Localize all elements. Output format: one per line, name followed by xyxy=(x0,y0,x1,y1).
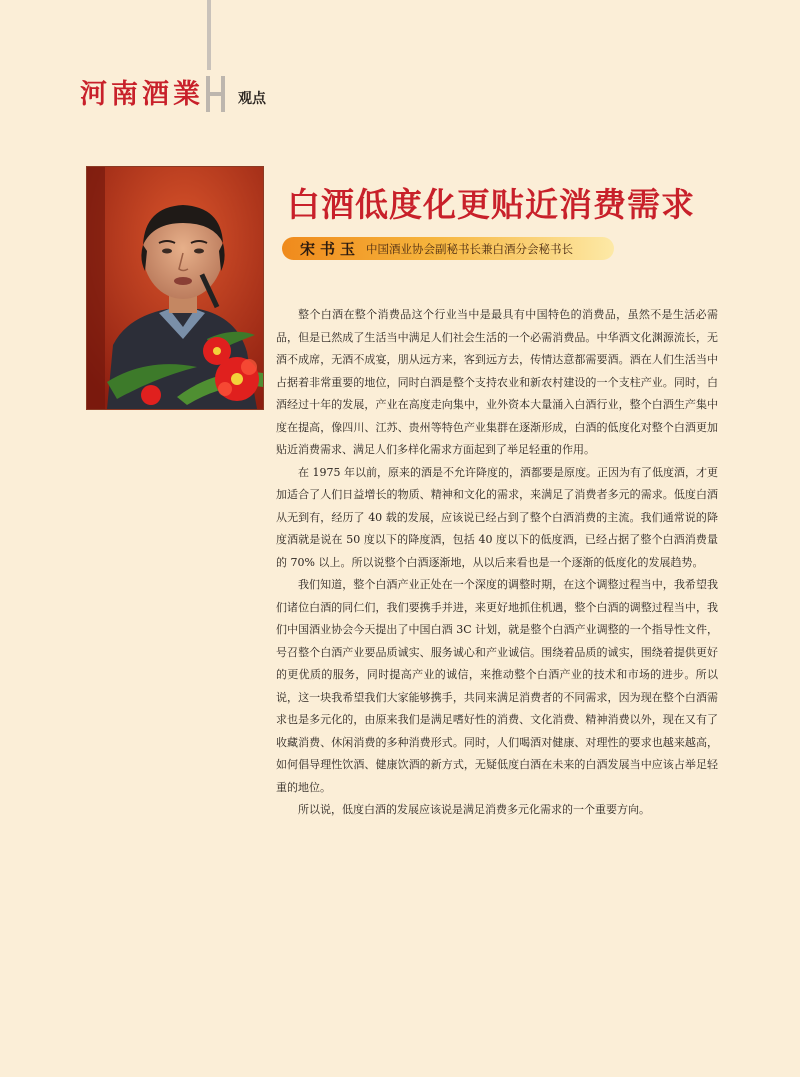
author-portrait-image xyxy=(87,167,263,409)
paragraph: 我们知道，整个白酒产业正处在一个深度的调整时期，在这个调整过程当中，我希望我们诸位白酒的同仁们，我们要携手并进，来更好地抓住机遇，整个白酒的调整过程当中，我们中国酒业协会今天提出了中国白酒 3C 计划，就是整个白酒产业调整的一个指导性文件，号召整个白酒产业要品质诚实、服务诚心和产业诚信。围绕着品质的诚实，围绕着提供更好的更优质的服务，同时提高产业的诚信，来推动整个白酒产业的技术和市场的进步。所以说，这一块我希望我们大家能够携手，共同来满足消费者的不同需求，因为现在整个白酒需求也是多元化的，由原来我们是满足嗜好性的消费、文化消费、精神消费以外，现在又有了收藏消费、休闲消费的多种消费形式。同时，人们喝酒对健康、对理性的要求也越来越高，如何倡导理性饮酒、健康饮酒的新方式，无疑低度白酒在未来的白酒发展当中应该占举足轻重的地位。 xyxy=(276,578,718,794)
paragraph: 整个白酒在整个消费品这个行业当中是最具有中国特色的消费品，虽然不是生活必需品，但是已然成了生活当中满足人们社会生活的一个必需消费品。中华酒文化渊源流长，无酒不成席，无酒不成宴，朋从远方来，客到远方去，传情达意都需要酒。酒在人们生活当中占据着非常重要的地位，同时白酒是整个支持农业和新农村建设的一个支柱产业。同时，白酒经过十年的发展，产业在高度走向集中，业外资本大量涌入白酒行业，整个白酒生产集中度在提高，像四川、江苏、贵州等特色产业集群在逐渐形成，白酒的低度化对整个白酒更加贴近消费需求、满足人们多样化需求方面起到了举足轻重的作用。 xyxy=(276,308,718,456)
article-body xyxy=(276,304,718,822)
paragraph: 在 1975 年以前，原来的酒是不允许降度的，酒都要是原度。正因为有了低度酒，才更加适合了人们日益增长的物质、精神和文化的需求，来满足了消费者多元的需求。低度白酒从无到有，经历了 40 载的发展，应该说已经占到了整个白酒消费的主流。我们通常说的降度酒就是说在 50 度以下的降度酒，包括 40 度以下的低度酒，已经占据了整个白酒消费量的 70% 以上。所以说整个白酒逐渐地，从以后来看也是一个逐渐的低度化的发展趋势。 xyxy=(276,465,718,569)
author-name: 宋书玉 xyxy=(300,240,361,258)
author-role: 中国酒业协会副秘书长兼白酒分会秘书长 xyxy=(366,241,574,256)
section-label: 观点 xyxy=(238,91,266,107)
decorative-vertical-rule xyxy=(207,0,211,70)
masthead xyxy=(80,72,266,112)
article-title: 白酒低度化更贴近消费需求 xyxy=(287,185,695,224)
paragraph: 所以说，低度白酒的发展应该说是满足消费多元化需求的一个重要方向。 xyxy=(298,803,650,816)
magazine-brand: 河南酒業 xyxy=(80,79,204,110)
byline-banner xyxy=(282,237,614,260)
author-photo xyxy=(86,166,264,410)
h-logo-mark xyxy=(206,76,230,112)
